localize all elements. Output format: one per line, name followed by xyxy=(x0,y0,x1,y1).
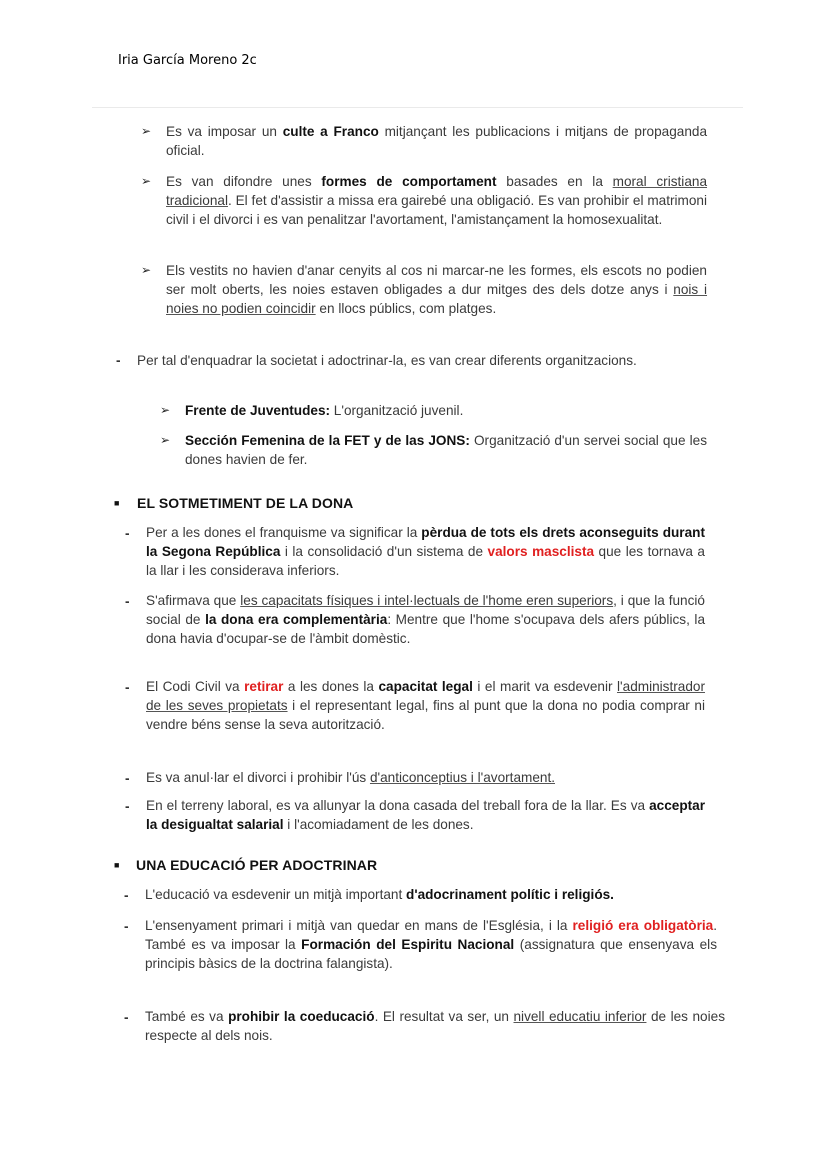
dash-bullet-icon: - xyxy=(125,771,130,786)
intro-bullet-2: Es van difondre unes formes de comportament basades en la moral cristiana tradicional. El fet d'assistir a missa era gairebé una obligació. Es van prohibir el matrimoni civil i el divorci i es van penalitzar l'avortament, l'amistançament la homosexualitat. xyxy=(166,174,708,227)
arrow-bullet-icon: ➢ xyxy=(141,124,152,138)
arrow-bullet-icon: ➢ xyxy=(141,174,152,188)
arrow-bullet-icon: ➢ xyxy=(160,403,171,417)
section-title-sotmetiment: EL SOTMETIMENT DE LA DONA xyxy=(137,495,354,511)
dash-bullet-icon: - xyxy=(125,799,130,814)
section1-item-1: Per a les dones el franquisme va significar la pèrdua de tots els drets aconseguits durant la Segona República i la consolidació d'un sistema de valors masclista que les tornava a la llar i les considerava inferiors. xyxy=(146,525,705,578)
organization-item-seccion: Sección Femenina de la FET y de las JONS: Organització d'un servei social que les dones havien de fer. xyxy=(185,433,707,467)
section1-item-5: En el terreny laboral, es va allunyar la dona casada del treball fora de la llar. Es va acceptar la desigualtat salarial i l'acomiadament de les dones. xyxy=(146,798,705,832)
dash-bullet-icon: - xyxy=(125,526,130,541)
intro-bullet-3: Els vestits no havien d'anar cenyits al cos ni marcar-ne les formes, els escots no podien ser molt oberts, les noies estaven obligades a dur mitges des dels dotze anys i nois i noies no podien coincidir en llocs públics, com platges. xyxy=(166,263,708,316)
organization-item-frente: Frente de Juventudes: L'organització juvenil. xyxy=(185,403,464,418)
dash-bullet-icon: - xyxy=(124,1010,129,1025)
arrow-bullet-icon: ➢ xyxy=(141,263,152,277)
square-bullet-icon: ■ xyxy=(114,498,120,508)
section1-item-2: S'afirmava que les capacitats físiques i intel·lectuals de l'home eren superiors, i que la funció social de la dona era complementària: Mentre que l'home s'ocupava dels afers públics, la dona havia d'ocupar-se de l'àmbit domèstic. xyxy=(146,593,706,646)
intro-bullet-1: Es va imposar un culte a Franco mitjançant les publicacions i mitjans de propaganda oficial. xyxy=(166,124,708,158)
dash-bullet-icon: - xyxy=(124,919,129,934)
arrow-bullet-icon: ➢ xyxy=(160,433,171,447)
section-title-educacio: UNA EDUCACIÓ PER ADOCTRINAR xyxy=(136,857,378,873)
dash-bullet-icon: - xyxy=(116,353,121,368)
section2-item-1: L'educació va esdevenir un mitjà important d'adocrinament polític i religiós. xyxy=(145,887,614,902)
section1-item-3: El Codi Civil va retirar a les dones la capacitat legal i el marit va esdevenir l'administrador de les seves propietats i el representant legal, fins al punt que la dona no podia comprar ni vendre béns sense la seva autorització. xyxy=(146,679,706,732)
section2-item-2: L'ensenyament primari i mitjà van quedar en mans de l'Església, i la religió era obligatòria. També es va imposar la Formación del Espiritu Nacional (assignatura que ensenyava els principis bàsics de la doctrina falangista). xyxy=(145,918,718,971)
author-header: Iria García Moreno 2c xyxy=(118,53,257,68)
square-bullet-icon: ■ xyxy=(114,860,120,870)
header-divider xyxy=(92,107,743,108)
dash-bullet-icon: - xyxy=(125,680,130,695)
section2-item-3: També es va prohibir la coeducació. El resultat va ser, un nivell educatiu inferior de les noies respecte al dels nois. xyxy=(145,1009,725,1043)
dash-bullet-icon: - xyxy=(124,888,129,903)
dash-bullet-icon: - xyxy=(125,594,130,609)
organizations-intro: Per tal d'enquadrar la societat i adoctrinar-la, es van crear diferents organitzacions. xyxy=(137,353,637,368)
section1-item-4: Es va anul·lar el divorci i prohibir l'ús d'anticonceptius i l'avortament. xyxy=(146,770,555,785)
